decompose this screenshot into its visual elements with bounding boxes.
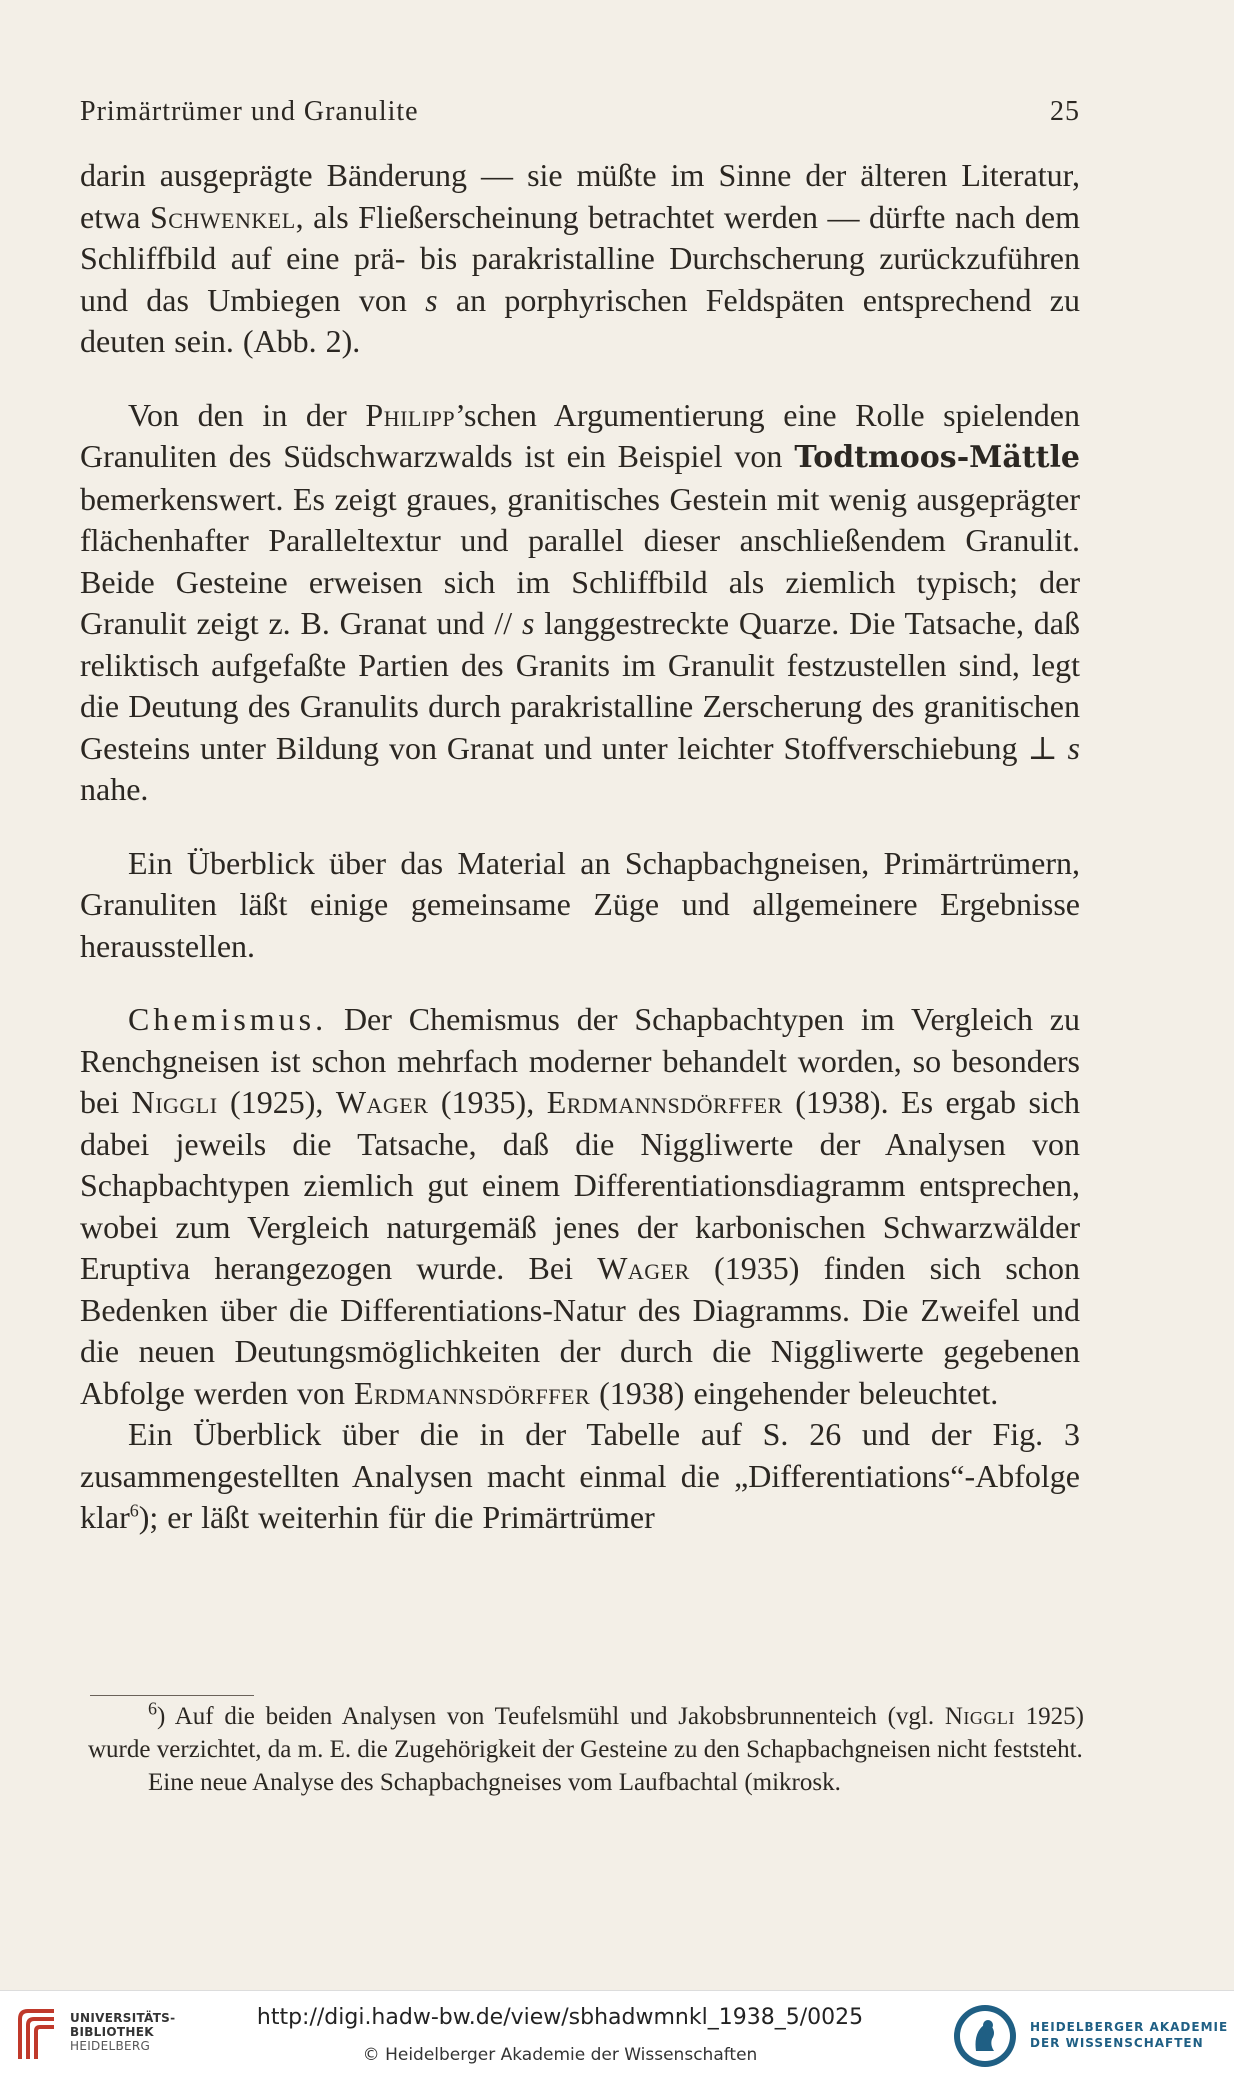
footnote-marker: 6 bbox=[129, 1500, 139, 1521]
academy-seal-icon bbox=[952, 2003, 1018, 2069]
footnote-continuation: Eine neue Analyse des Schapbachgneises vom Laufbachtal (mikrosk. bbox=[148, 1769, 841, 1796]
copyright-notice: © Heidelberger Akademie der Wissenschaften bbox=[362, 2045, 758, 2065]
locality-name: Todtmoos-Mättle bbox=[794, 440, 1080, 475]
academy-name: HEIDELBERGER AKADEMIE DER WISSENSCHAFTEN bbox=[1030, 2020, 1229, 2050]
university-library-logo-icon bbox=[14, 2005, 66, 2065]
paragraph-5: Ein Überblick über die in der Tabelle auf S. 26 und der Fig. 3 zusammengestellten Analysen macht einmal die „Differentiations“-Abfolge klar$^6$); er läßt weiterhin für die Primärtrümer bbox=[80, 1416, 1080, 1535]
footnote-6: $^6$) Auf die beiden Analysen von Teufelsmühl und Jakobsbrunnenteich (vgl. Niggli 1925) wurde verzichtet, da m. E. die Zugehörigkeit der Gesteine zu den Schapbachgneisen nicht feststeht. bbox=[88, 1698, 1084, 1763]
paragraph-2: Von den in der Philipp’schen Argumentierung eine Rolle spielenden Granuliten des Südschwarzwalds ist ein Beispiel von Todtmoos-Mättle bemerkenswert. Es zeigt graues, granitisches Gestein mit wenig ausgeprägter flächenhafter Paralleltextur und parallel dieser anschließendem Granulit. Beide Gesteine erweisen sich im Schliffbild als ziemlich typisch; der Granulit zeigt z. B. Granat und // s langgestreckte Quarze. Die Tatsache, daß reliktisch aufgefaßte Partien des Granits im Granulit festzustellen sind, legt die Deutung des Granulits durch parakristalline Zerscherung des granitischen Gesteins unter Bildung von Granat und unter leichter Stoffverschiebung ⊥ s nahe. bbox=[80, 396, 1081, 807]
section-keyword: Chemismus. bbox=[128, 1001, 328, 1037]
viewer-footer-banner bbox=[0, 1990, 1234, 2083]
running-head bbox=[80, 96, 1080, 128]
author-name: Schwenkel bbox=[149, 198, 296, 235]
running-title: Primärtrümer und Granulite bbox=[80, 96, 419, 127]
paragraph-1: darin ausgeprägte Bänderung — sie müßte im Sinne der älteren Literatur, etwa Schwenkel, als Fließerscheinung betrachtet werden — dürfte nach dem Schliffbild auf eine prä- bis parakristalline Durchscherung zurückzuführen und das Umbiegen von s an porphyrischen Feldspäten entsprechend zu deuten sein. (Abb. 2). bbox=[80, 157, 1081, 359]
permalink-url[interactable]: http://digi.hadw-bw.de/view/sbhadwmnkl_1938_5/0025 bbox=[256, 2005, 864, 2030]
author-name: Philipp bbox=[365, 396, 456, 433]
footnotes bbox=[88, 1700, 1084, 1799]
footnote-rule bbox=[90, 1695, 254, 1696]
body-text bbox=[80, 155, 1080, 1539]
university-library-name: UNIVERSITÄTS- BIBLIOTHEK HEIDELBERG bbox=[70, 2011, 176, 2053]
page-number: 25 bbox=[1050, 96, 1080, 127]
paragraph-3: Ein Überblick über das Material an Schapbachgneisen, Primärtrümern, Granuliten läßt einige gemeinsame Züge und allgemeinere Ergebnisse herausstellen. bbox=[80, 844, 1080, 964]
paragraph-4: Chemismus. Der Chemismus der Schapbachtypen im Vergleich zu Renchgneisen ist schon mehrfach moderner behandelt worden, so besonders bei Niggli (1925), Wager (1935), Erdmannsdörffer (1938). Es ergab sich dabei jeweils die Tatsache, daß die Niggliwerte der Analysen von Schapbachtypen ziemlich gut einem Differentiationsdiagramm entsprechen, wobei zum Vergleich naturgemäß jenes der karbonischen Schwarzwälder Eruptiva herangezogen wurde. Bei Wager (1935) finden sich schon Bedenken über die Differentiations-Natur des Diagramms. Die Zweifel und die neuen Deutungsmöglichkeiten der durch die Niggliwerte gegebenen Abfolge werden von Erdmannsdörffer (1938) eingehender beleuchtet. bbox=[80, 1001, 1081, 1411]
